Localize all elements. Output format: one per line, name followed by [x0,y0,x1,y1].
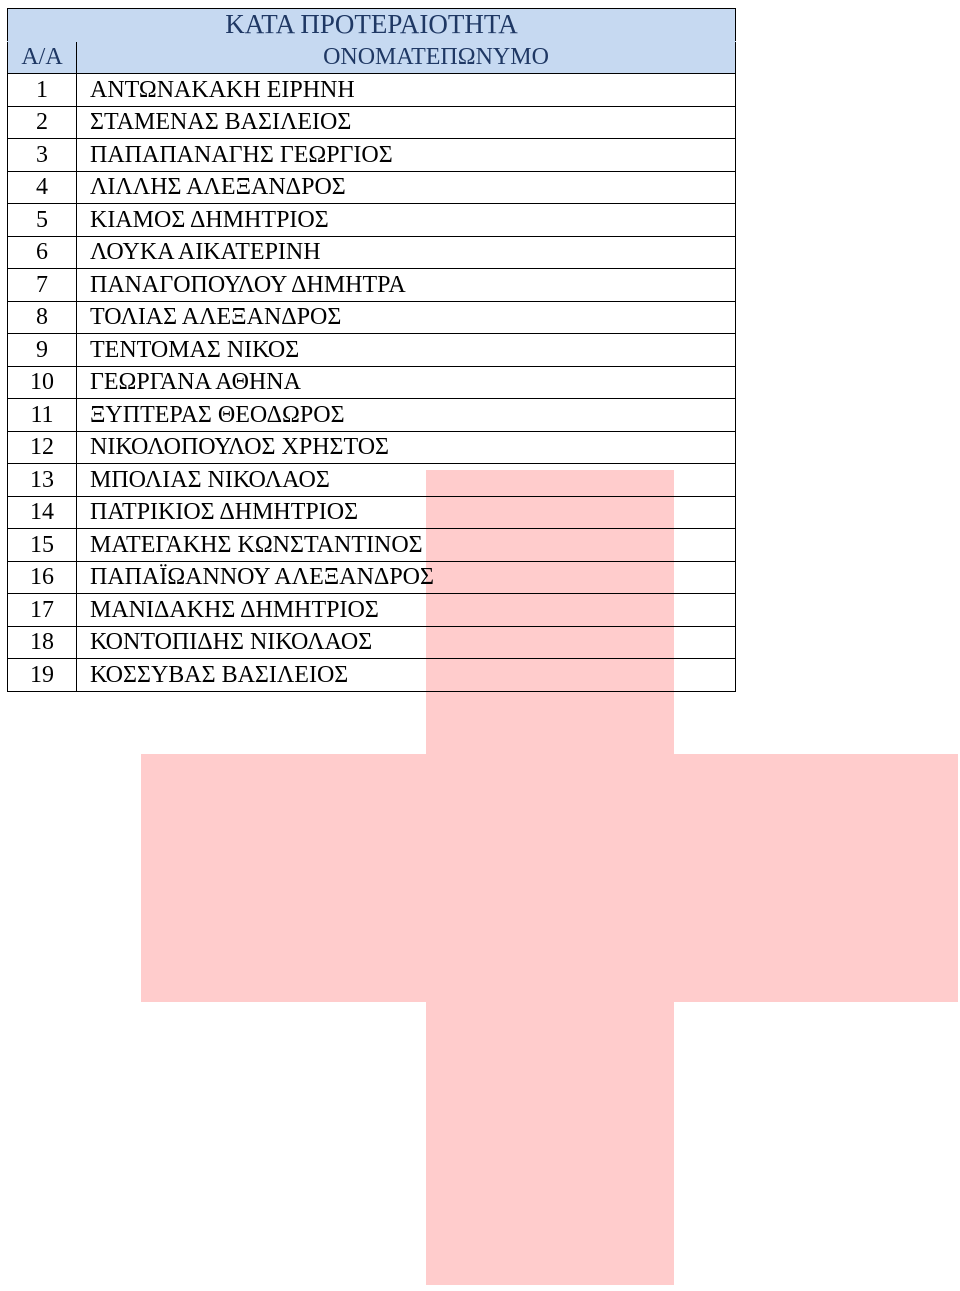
table-row [8,561,736,594]
row-full-name: ΠΑΠΑΪΩΑΝΝΟΥ ΑΛΕΞΑΝΔΡΟΣ [77,561,736,594]
table-row [8,204,736,237]
row-number: 2 [8,106,77,139]
red-cross-icon-horizontal-bar [141,754,958,1002]
table-row [8,236,736,269]
table-row [8,431,736,464]
column-header-number: Α/Α [8,41,77,74]
table-row [8,139,736,172]
row-full-name: ΑΝΤΩΝΑΚΑΚΗ ΕΙΡΗΝΗ [77,74,736,107]
table-row [8,496,736,529]
table-row [8,269,736,302]
row-number: 15 [8,529,77,562]
row-number: 12 [8,431,77,464]
row-full-name: ΜΑΝΙΔΑΚΗΣ ΔΗΜΗΤΡΙΟΣ [77,594,736,627]
row-number: 18 [8,626,77,659]
row-number: 10 [8,366,77,399]
row-full-name: ΓΕΩΡΓΑΝΑ ΑΘΗΝΑ [77,366,736,399]
table-title: ΚΑΤΑ ΠΡΟΤΕΡΑΙΟΤΗΤΑ [8,9,736,42]
table-row [8,464,736,497]
priority-table [7,8,736,692]
row-full-name: ΠΑΤΡΙΚΙΟΣ ΔΗΜΗΤΡΙΟΣ [77,496,736,529]
row-full-name: ΤΟΛΙΑΣ ΑΛΕΞΑΝΔΡΟΣ [77,301,736,334]
table-row [8,399,736,432]
row-number: 4 [8,171,77,204]
row-full-name: ΚΟΣΣΥΒΑΣ ΒΑΣΙΛΕΙΟΣ [77,659,736,692]
row-full-name: ΜΠΟΛΙΑΣ ΝΙΚΟΛΑΟΣ [77,464,736,497]
row-number: 6 [8,236,77,269]
row-full-name: ΜΑΤΕΓΑΚΗΣ ΚΩΝΣΤΑΝΤΙΝΟΣ [77,529,736,562]
row-number: 1 [8,74,77,107]
table-row [8,171,736,204]
row-number: 19 [8,659,77,692]
row-full-name: ΚΟΝΤΟΠΙΔΗΣ ΝΙΚΟΛΑΟΣ [77,626,736,659]
table-row [8,594,736,627]
table-row [8,334,736,367]
table-row [8,74,736,107]
row-full-name: ΠΑΝΑΓΟΠΟΥΛΟΥ ΔΗΜΗΤΡΑ [77,269,736,302]
row-number: 11 [8,399,77,432]
row-number: 16 [8,561,77,594]
row-full-name: ΛΟΥΚΑ ΑΙΚΑΤΕΡΙΝΗ [77,236,736,269]
roster-sheet [7,8,735,692]
row-number: 17 [8,594,77,627]
table-row [8,529,736,562]
table-row [8,626,736,659]
row-number: 5 [8,204,77,237]
row-number: 7 [8,269,77,302]
row-number: 14 [8,496,77,529]
row-number: 9 [8,334,77,367]
column-header-name: ΟΝΟΜΑΤΕΠΩΝΥΜΟ [77,41,736,74]
row-full-name: ΤΕΝΤΟΜΑΣ ΝΙΚΟΣ [77,334,736,367]
row-full-name: ΠΑΠΑΠΑΝΑΓΗΣ ΓΕΩΡΓΙΟΣ [77,139,736,172]
row-full-name: ΚΙΑΜΟΣ ΔΗΜΗΤΡΙΟΣ [77,204,736,237]
table-row [8,659,736,692]
row-number: 8 [8,301,77,334]
column-header-row [8,41,736,74]
table-row [8,301,736,334]
row-full-name: ΣΤΑΜΕΝΑΣ ΒΑΣΙΛΕΙΟΣ [77,106,736,139]
row-full-name: ΝΙΚΟΛΟΠΟΥΛΟΣ ΧΡΗΣΤΟΣ [77,431,736,464]
table-row [8,106,736,139]
table-row [8,366,736,399]
table-body [8,74,736,692]
row-full-name: ΛΙΛΛΗΣ ΑΛΕΞΑΝΔΡΟΣ [77,171,736,204]
row-number: 13 [8,464,77,497]
row-full-name: ΞΥΠΤΕΡΑΣ ΘΕΟΔΩΡΟΣ [77,399,736,432]
title-row [8,9,736,42]
row-number: 3 [8,139,77,172]
